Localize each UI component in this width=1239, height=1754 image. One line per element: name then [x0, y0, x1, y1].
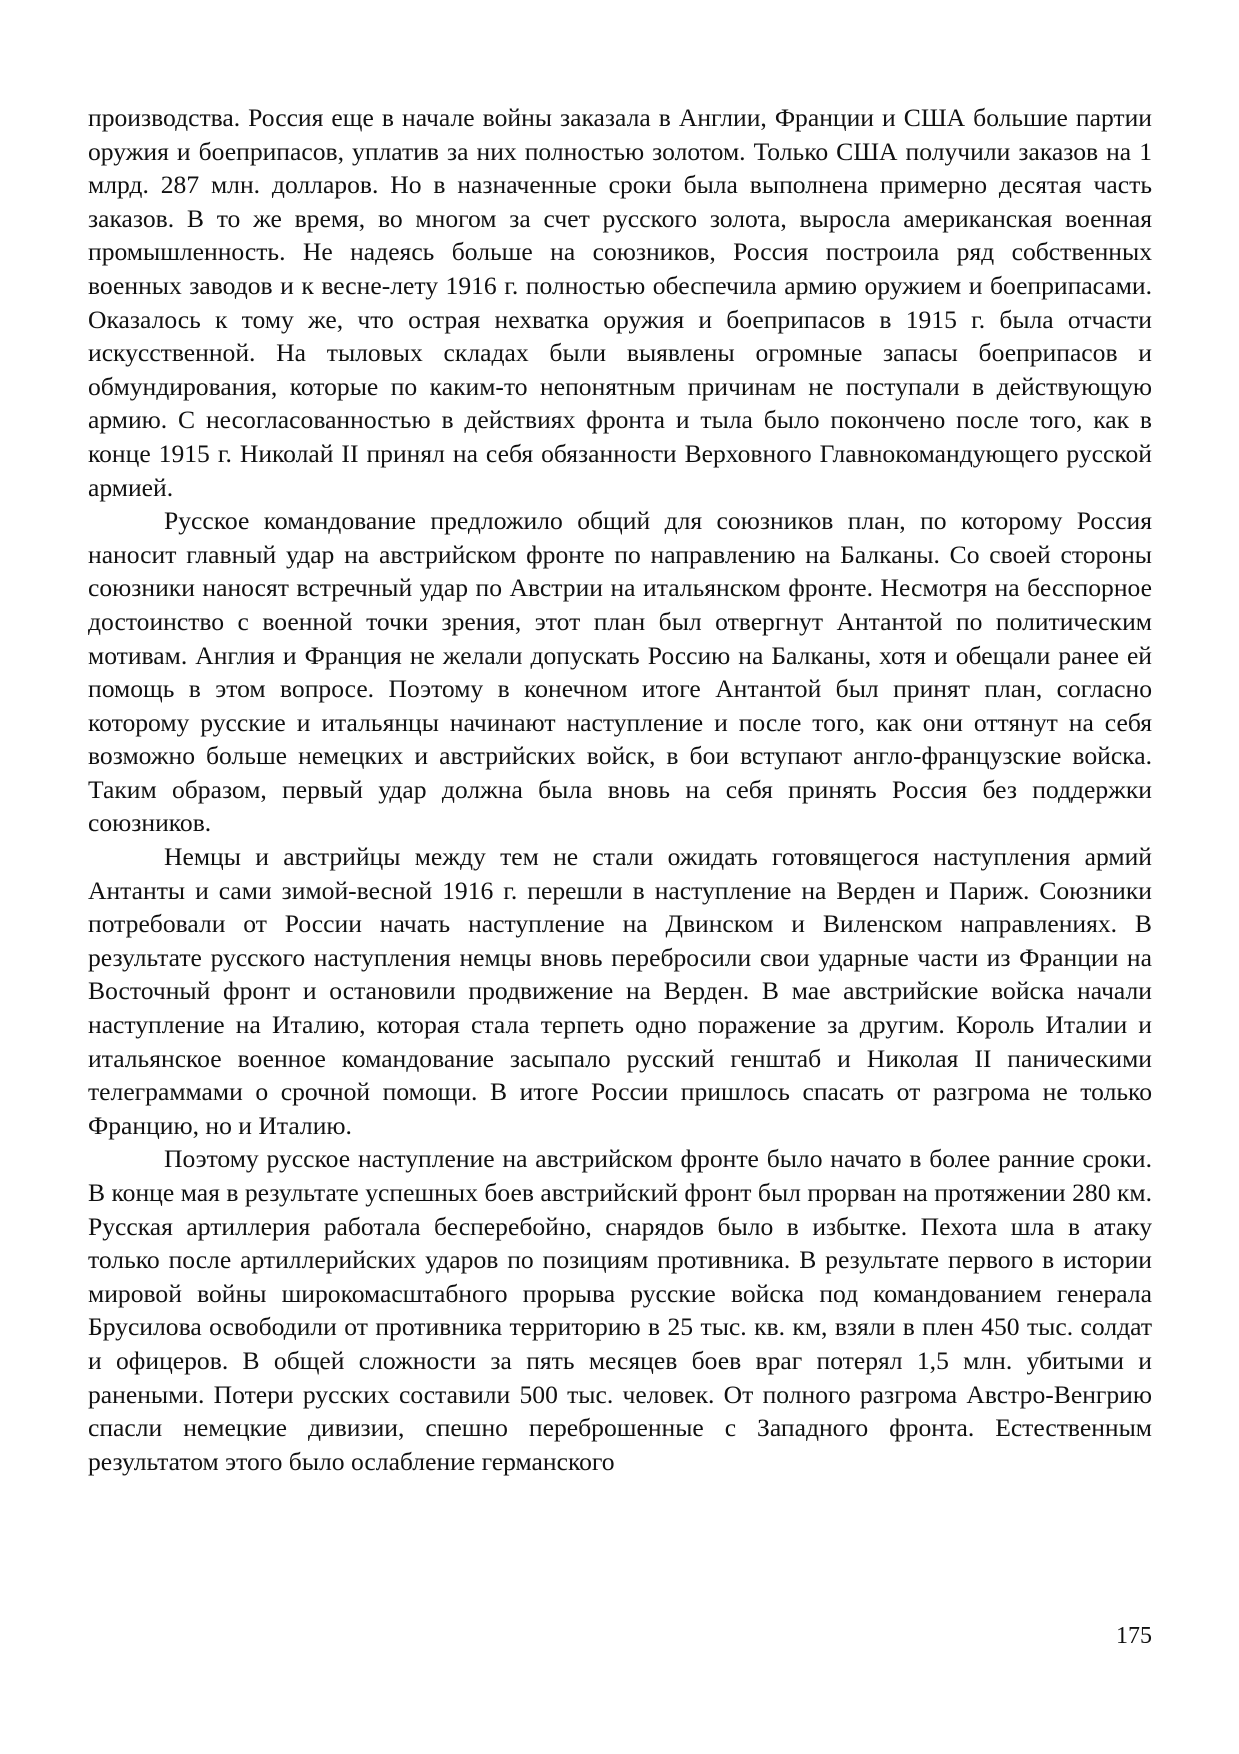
page-number: 175: [1116, 1623, 1152, 1649]
paragraph-4: Поэтому русское наступление на австрийском фронте было начато в более ранние сроки. В конце мая в результате успешных боев австрийский фронт был прорван на протяжении 280 км. Русская артиллерия работала бесперебойно, снарядов было в избытке. Пехота шла в атаку только после артиллерийских ударов по позициям противника. В результате первого в истории мировой войны широкомасштабного прорыва русские войска под командованием генерала Брусилова освободили от противника территорию в 25 тыс. кв. км, взяли в плен 450 тыс. солдат и офицеров. В общей сложности за пять месяцев боев враг потерял 1,5 млн. убитыми и ранеными. Потери русских составили 500 тыс. человек. От полного разгрома Австро-Венгрию спасли немецкие дивизии, спешно переброшенные с Западного фронта. Естественным результатом этого было ослабление германского: [88, 1144, 1152, 1476]
paragraph-3: Немцы и австрийцы между тем не стали ожидать готовящегося наступления армий Антанты и сами зимой-весной 1916 г. перешли в наступление на Верден и Париж. Союзники потребовали от России начать наступление на Двинском и Виленском направлениях. В результате русского наступления немцы вновь перебросили свои ударные части из Франции на Восточный фронт и остановили продвижение на Верден. В мае австрийские войска начали наступление на Италию, которая стала терпеть одно поражение за другим. Король Италии и итальянское военное командование засыпало русский генштаб и Николая II паническими телеграммами о срочной помощи. В итоге России пришлось спасать от разгрома не только Францию, но и Италию.: [88, 842, 1152, 1140]
body-text: [88, 101, 1152, 1478]
paragraph-1: производства. Россия еще в начале войны заказала в Англии, Франции и США большие партии оружия и боеприпасов, уплатив за них полностью золотом. Только США получили заказов на 1 млрд. 287 млн. долларов. Но в назначенные сроки была выполнена примерно десятая часть заказов. В то же время, во многом за счет русского золота, выросла американская военная промышленность. Не надеясь больше на союзников, Россия построила ряд собственных военных заводов и к весне-лету 1916 г. полностью обеспечила армию оружием и боеприпасами. Оказалось к тому же, что острая нехватка оружия и боеприпасов в 1915 г. была отчасти искусственной. На тыловых складах были выявлены огромные запасы боеприпасов и обмундирования, которые по каким-то непонятным причинам не поступали в действующую армию. С несогласованностью в действиях фронта и тыла было покончено после того, как в конце 1915 г. Николай II принял на себя обязанности Верховного Главнокомандующего русской армией.: [88, 103, 1152, 502]
paragraph-2: Русское командование предложило общий для союзников план, по которому Россия наносит главный удар на австрийском фронте по направлению на Балканы. Со своей стороны союзники наносят встречный удар по Австрии на итальянском фронте. Несмотря на бесспорное достоинство с военной точки зрения, этот план был отвергнут Антантой по политическим мотивам. Англия и Франция не желали допускать Россию на Балканы, хотя и обещали ранее ей помощь в этом вопросе. Поэтому в конечном итоге Антантой был принят план, согласно которому русские и итальянцы начинают наступление и после того, как они оттянут на себя возможно больше немецких и австрийских войск, в бои вступают англо-французские войска. Таким образом, первый удар должна была вновь на себя принять Россия без поддержки союзников.: [88, 506, 1152, 838]
